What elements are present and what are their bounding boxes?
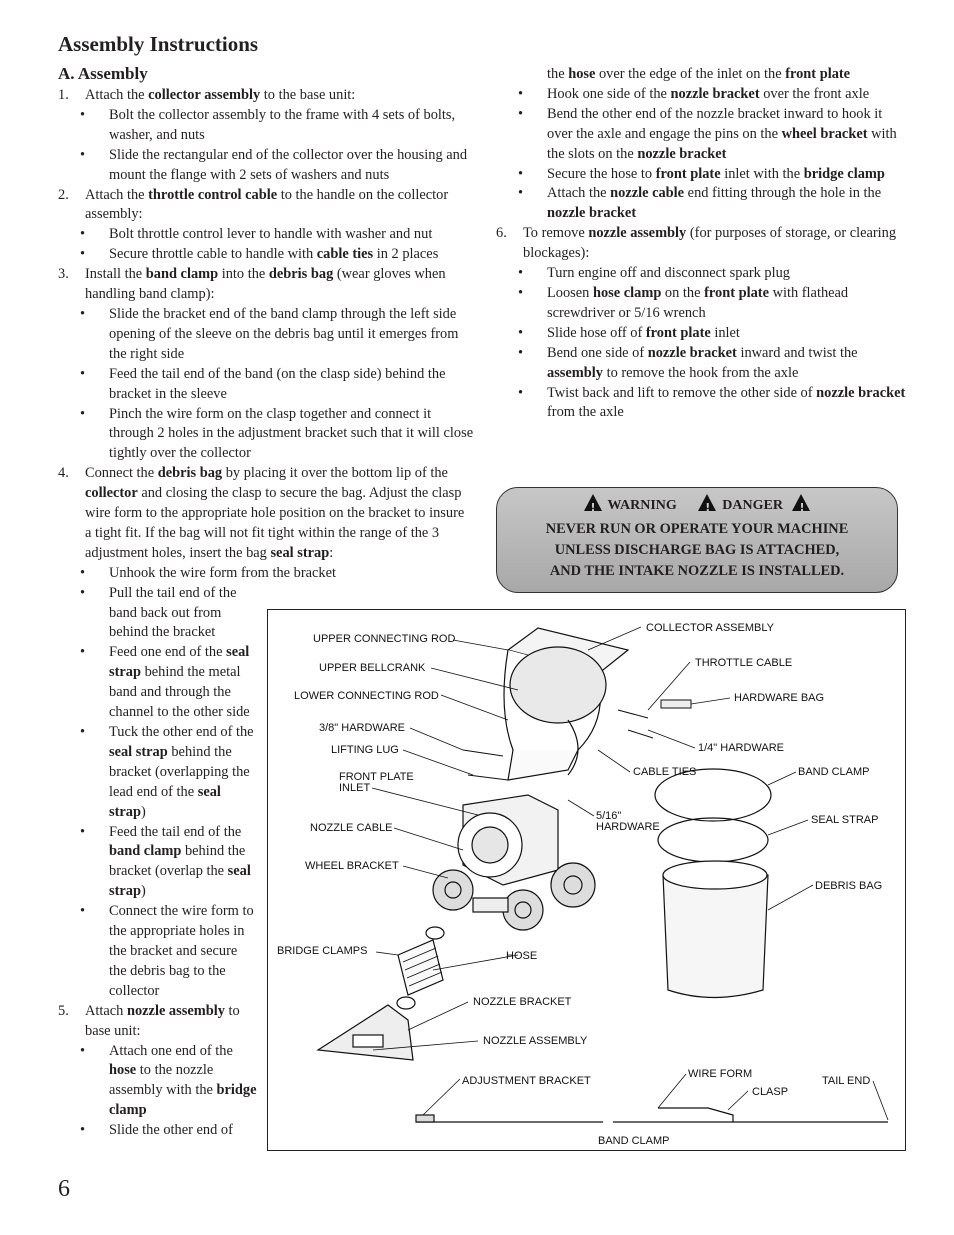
warning-triangle-icon: !	[698, 494, 716, 511]
label-wire-form: WIRE FORM	[688, 1068, 753, 1080]
list-item: • Bend the other end of the nozzle bracket inward to hook it over the axle and engage the pins on the wheel bracket with the slots on the nozzle bracket	[496, 105, 906, 165]
step-3: 3. Install the band clamp into the debris bag (wear gloves when handling band clamp): • Slide the bracket end of the band clamp through the left side opening of the sleeve on the debris bag until it emerges from the right side • Feed the tail end of the band (on the clasp side) behind the bracket in the sleeve • Pinch the wire form on the clasp together and connect it through 2 holes in the adjustment bracket such that it will close tightly over the collector	[58, 265, 474, 464]
list-item: • Feed one end of the seal strap behind the metal band and through the channel to the other side	[58, 643, 258, 723]
list-item: • Secure throttle cable to handle with cable ties in 2 places	[58, 245, 474, 265]
label-throttle-cable: THROTTLE CABLE	[695, 657, 793, 669]
label-nozzle-bracket: NOZZLE BRACKET	[473, 996, 572, 1008]
list-item: • Tuck the other end of the seal strap behind the bracket (overlapping the lead end of the seal strap)	[58, 723, 258, 823]
list-item: • Hook one side of the nozzle bracket over the front axle	[496, 85, 906, 105]
label-debris-bag: DEBRIS BAG	[815, 880, 883, 892]
label-band-clamp-bottom: BAND CLAMP	[598, 1135, 670, 1147]
label-hose: HOSE	[506, 950, 538, 962]
label-nozzle-cable: NOZZLE CABLE	[310, 822, 393, 834]
section-heading: A. Assembly	[58, 64, 148, 83]
label-bridge-clamps: BRIDGE CLAMPS	[277, 945, 368, 957]
label-upper-bellcrank: UPPER BELLCRANK	[319, 662, 426, 674]
list-item: • Bolt the collector assembly to the frame with 4 sets of bolts, washer, and nuts	[58, 106, 474, 146]
page-number: 6	[58, 1176, 70, 1202]
list-item: • Loosen hose clamp on the front plate with flathead screwdriver or 5/16 wrench	[496, 284, 906, 324]
step-1: 1. Attach the collector assembly to the base unit: • Bolt the collector assembly to the frame with 4 sets of bolts, washer, and nuts • Slide the rectangular end of the collector over the housing and mount the flange with 2 sets of washers and nuts	[58, 86, 474, 186]
label-nozzle-assembly: NOZZLE ASSEMBLY	[483, 1035, 588, 1047]
list-item: • Unhook the wire form from the bracket	[58, 564, 474, 584]
label-5-16: 5/16"	[596, 810, 622, 822]
list-item: • Pull the tail end of the band back out from behind the bracket	[58, 584, 258, 644]
label-wheel-bracket: WHEEL BRACKET	[305, 860, 399, 872]
list-item: • Bend one side of nozzle bracket inward and twist the assembly to remove the hook from the axle	[496, 344, 906, 384]
list-item-continued: the hose over the edge of the inlet on the front plate	[547, 66, 851, 82]
list-item: • Turn engine off and disconnect spark plug	[496, 264, 906, 284]
label-hardware-bag: HARDWARE BAG	[734, 692, 825, 704]
warning-line-1: NEVER RUN OR OPERATE YOUR MACHINE	[545, 521, 849, 537]
list-item: • Connect the wire form to the appropriate holes in the bracket and secure the debris bag to the collector	[58, 902, 258, 1002]
list-item: • Slide the other end of	[58, 1121, 258, 1141]
assembly-diagram	[267, 609, 906, 1151]
list-item: • Slide hose off of front plate inlet	[496, 324, 906, 344]
hardware-bag-shape	[661, 700, 691, 708]
hose-body	[398, 940, 443, 995]
list-item: • Attach the nozzle cable end fitting through the hole in the nozzle bracket	[496, 184, 906, 224]
label-clasp: CLASP	[752, 1086, 789, 1098]
list-item: • Feed the tail end of the band (on the clasp side) behind the bracket in the sleeve	[58, 365, 474, 405]
label-tail-end: TAIL END	[822, 1075, 871, 1087]
label-band-clamp: BAND CLAMP	[798, 766, 870, 778]
label-1-4-hardware: 1/4" HARDWARE	[698, 742, 785, 754]
wheel-right	[551, 863, 595, 907]
warning-triangle-icon: !	[792, 494, 810, 511]
label-front-plate: FRONT PLATE	[339, 771, 414, 783]
exploded-view-svg	[268, 610, 905, 1150]
warning-triangle-icon: !	[584, 494, 602, 511]
label-3-8-hardware: 3/8" HARDWARE	[319, 722, 406, 734]
label-inlet: INLET	[339, 782, 371, 794]
collector-opening	[510, 647, 606, 723]
bridge-clamp-bottom	[397, 997, 415, 1009]
list-item: • Attach one end of the hose to the nozzle assembly with the bridge clamp	[58, 1042, 258, 1122]
list-item: • Twist back and lift to remove the other side of nozzle bracket from the axle	[496, 384, 906, 424]
label-collector-assembly: COLLECTOR ASSEMBLY	[646, 622, 774, 634]
list-item: • Feed the tail end of the band clamp behind the bracket (overlap the seal strap)	[58, 823, 258, 903]
seal-strap-ring	[658, 818, 768, 862]
step-2: 2. Attach the throttle control cable to the handle on the collector assembly: • Bolt throttle control lever to handle with washer and nut • Secure throttle cable to handle with cable ties in 2 places	[58, 186, 474, 266]
warning-line-3: AND THE INTAKE NOZZLE IS INSTALLED.	[549, 563, 845, 579]
list-item: • Secure the hose to front plate inlet with the bridge clamp	[496, 165, 906, 185]
step-5: 5. Attach nozzle assembly to base unit: • Attach one end of the hose to the nozzle assembly with the bridge clamp • Slide the other end of	[58, 1002, 258, 1141]
list-item: • Bolt throttle control lever to handle with washer and nut	[58, 225, 474, 245]
step-4: 4. Connect the debris bag by placing it over the bottom lip of the collector and closing the clasp to secure the bag. Adjust the clasp wire form to the appropriate hole position on the bracket to insure a tight fit. If the bag will not fit tight within the range of the 3 adjustment holes, insert the bag seal strap: • Unhook the wire form from the bracket • Pull the tail end of the band back out from behind the bracket • Feed one end of the seal strap behind the metal band and through the channel to the other side • Tuck the other end of the seal strap behind the bracket (overlapping the lead end of the seal strap) • Feed the tail end of the band clamp behind the bracket (overlap the seal strap) • Connect the wire form to the appropriate holes in the bracket and secure the debris bag to the collector	[58, 464, 474, 1001]
nozzle-assembly-shape	[318, 1005, 413, 1060]
label-adjustment-bracket: ADJUSTMENT BRACKET	[462, 1075, 591, 1087]
list-item: • Slide the bracket end of the band clamp through the left side opening of the sleeve on the debris bag until it emerges from the right side	[58, 305, 474, 365]
step-6: 6. To remove nozzle assembly (for purposes of storage, or clearing blockages): • Turn engine off and disconnect spark plug • Loosen hose clamp on the front plate with flathead screwdriver or 5/16 wrench • Slide hose off of front plate inlet • Bend one side of nozzle bracket inward and twist the assembly to remove the hook from the axle • Twist back and lift to remove the other side of nozzle bracket from the axle	[496, 224, 906, 423]
label-lifting-lug: LIFTING LUG	[331, 744, 399, 756]
label-cable-ties: CABLE TIES	[633, 766, 697, 778]
warning-box: ! WARNING ! DANGER ! NEVER RUN OR OPERATE YOUR MACHINE UNLESS DISCHARGE BAG IS ATTACHED, AND THE INTAKE NOZZLE IS INSTALLED.	[496, 487, 898, 593]
bridge-clamp-top	[426, 927, 444, 939]
warning-line-2: UNLESS DISCHARGE BAG IS ATTACHED,	[554, 542, 840, 558]
list-item: • Slide the rectangular end of the collector over the housing and mount the flange with 2 sets of washers and nuts	[58, 146, 474, 186]
right-column	[496, 65, 906, 423]
page-title: Assembly Instructions	[58, 32, 259, 56]
label-seal-strap: SEAL STRAP	[811, 814, 879, 826]
label-5-16-hardware: HARDWARE	[596, 821, 660, 833]
list-item: • Pinch the wire form on the clasp together and connect it through 2 holes in the adjustment bracket such that it will close tightly over the collector	[58, 405, 474, 465]
label-upper-connecting-rod: UPPER CONNECTING ROD	[313, 633, 456, 645]
label-lower-connecting-rod: LOWER CONNECTING ROD	[294, 690, 439, 702]
step-1-intro: Attach the collector assembly to the base unit:	[85, 87, 356, 103]
